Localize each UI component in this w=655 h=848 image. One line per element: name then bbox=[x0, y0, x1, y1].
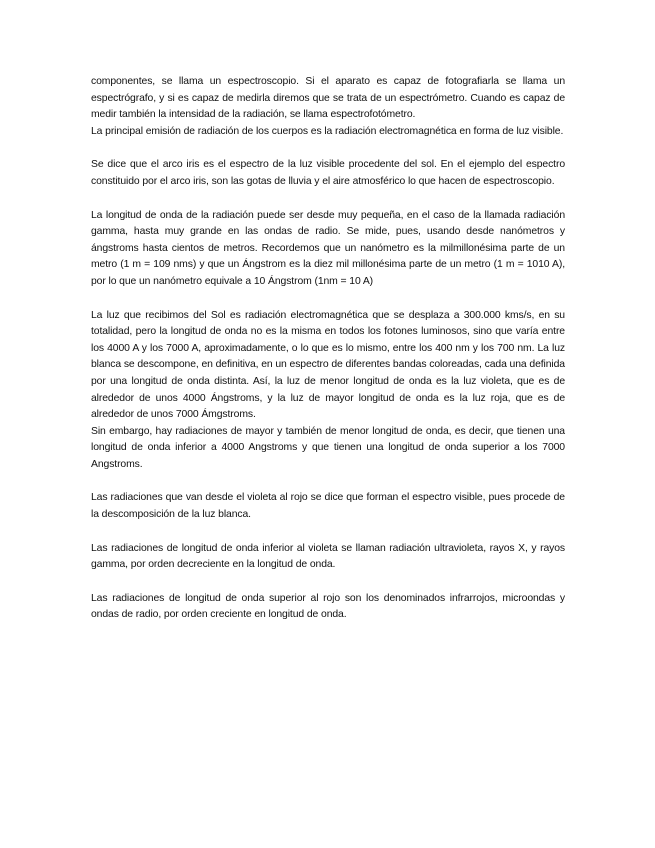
paragraph-spacer bbox=[91, 191, 565, 208]
paragraph-ultravioleta: Las radiaciones de longitud de onda inferior al violeta se llaman radiación ultravioleta, rayos X, y rayos gamma, por orden decreciente en la longitud de onda. bbox=[91, 542, 565, 571]
paragraph-spacer bbox=[91, 291, 565, 308]
paragraph-spacer bbox=[91, 473, 565, 490]
paragraph-sin-embargo: Sin embargo, hay radiaciones de mayor y también de menor longitud de onda, es decir, que tienen una longitud de onda inferior a 4000 Angstroms y que tienen una longitud de onda superior a los 7000 Angstroms. bbox=[91, 425, 565, 470]
paragraph-spacer bbox=[91, 140, 565, 157]
paragraph-espectroscopio: componentes, se llama un espectroscopio. Si el aparato es capaz de fotografiarla se llama un espectrógrafo, y si es capaz de medirla diremos que se trata de un espectrómetro. Cuando es capaz de medir también la intensidad de la radiación, se llama espectrofotómetro. bbox=[91, 76, 565, 121]
paragraph-arco-iris: Se dice que el arco iris es el espectro de la luz visible procedente del sol. En el ejemplo del espectro constituido por el arco iris, son las gotas de lluvia y el aire atmosférico lo que hacen de espectroscopio. bbox=[91, 159, 565, 187]
paragraph-infrarrojos: Las radiaciones de longitud de onda superior al rojo son los denominados infrarrojos, microondas y ondas de radio, por orden creciente en longitud de onda. bbox=[91, 592, 565, 621]
paragraph-emision-principal: La principal emisión de radiación de los cuerpos es la radiación electromagnética en forma de luz visible. bbox=[91, 125, 564, 137]
paragraph-spacer bbox=[91, 574, 565, 591]
paragraph-espectro-visible: Las radiaciones que van desde el violeta al rojo se dice que forman el espectro visible, pues procede de la descomposición de la luz blanca. bbox=[91, 492, 565, 521]
paragraph-luz-del-sol: La luz que recibimos del Sol es radiación electromagnética que se desplaza a 300.000 kms/s, en su totalidad, pero la longitud de onda no es la misma en todos los fotones luminosos, sino que varía entre los 4000 A y los 7000 A, aproximadamente, o lo que es lo mismo, entre los 400 nm y los 700 nm. La luz blanca se descompone, en definitiva, en un espectro de diferentes bandas coloreadas, cada una definida por una longitud de onda distinta. Así, la luz de menor longitud de onda es la luz violeta, que es de alrededor de unos 4000 Ángstroms, y la luz de mayor longitud de onda es la luz roja, que es de alrededor de unos 7000 Ámgstroms. bbox=[91, 309, 565, 421]
paragraph-longitud-de-onda: La longitud de onda de la radiación puede ser desde muy pequeña, en el caso de la llamada radiación gamma, hasta muy grande en las ondas de radio. Se mide, pues, usando desde nanómetros y ángstroms hasta cientos de metros. Recordemos que un nanómetro es la milmillonésima parte de un metro (1 m = 109 nms) y que un Ángstrom es la diez mil millonésima parte de un metro (1 m = 1010 A), por lo que un nanómetro equivale a 10 Ángstrom (1nm = 10 A) bbox=[91, 209, 565, 287]
paragraph-spacer bbox=[91, 524, 565, 541]
